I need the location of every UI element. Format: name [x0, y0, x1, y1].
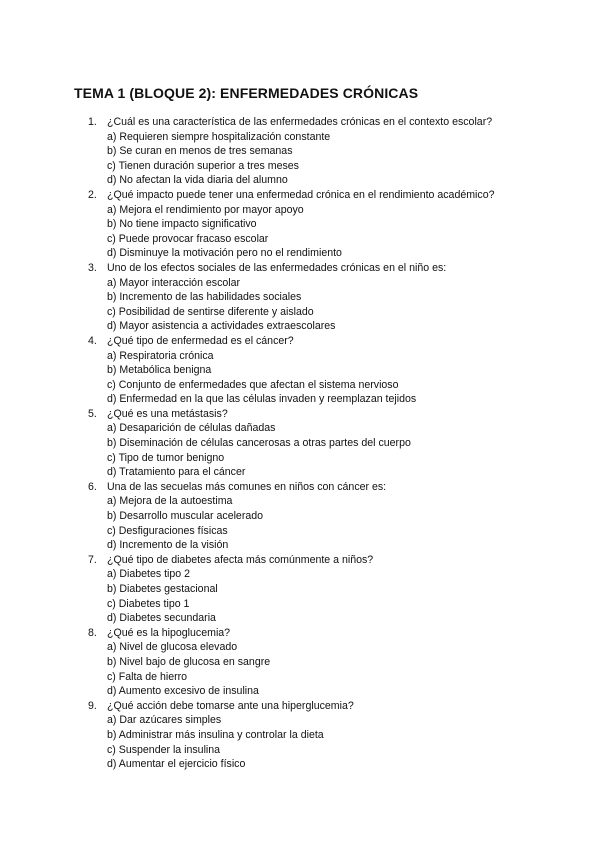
option-list [0, 494, 600, 552]
question-text: ¿Qué es la hipoglucemia? [107, 626, 231, 639]
option-d: d) No afectan la vida diaria del alumno [107, 174, 288, 187]
question-item [0, 553, 600, 626]
question-number: 4. [88, 334, 97, 347]
option-list [0, 640, 600, 698]
option-a: a) Mayor interacción escolar [107, 276, 241, 289]
option-b: b) Desarrollo muscular acelerado [107, 510, 264, 523]
option-list [0, 567, 600, 625]
question-text: Uno de los efectos sociales de las enfermedades crónicas en el niño es: [107, 261, 447, 274]
question-number: 5. [88, 407, 97, 420]
page-title: TEMA 1 (BLOQUE 2): ENFERMEDADES CRÓNICAS [74, 85, 419, 101]
option-list [0, 349, 600, 407]
option-c: c) Desfiguraciones físicas [107, 524, 228, 537]
question-item [0, 407, 600, 480]
question-number: 3. [88, 261, 97, 274]
option-d: d) Incremento de la visión [107, 539, 229, 552]
question-number: 1. [88, 116, 97, 128]
question-number: 6. [88, 480, 97, 493]
option-list [0, 421, 600, 479]
option-list [0, 713, 600, 771]
option-list [0, 203, 600, 261]
question-text: ¿Qué tipo de diabetes afecta más comúnmente a niños? [107, 553, 374, 566]
option-a: a) Dar azúcares simples [107, 714, 222, 727]
option-c: c) Diabetes tipo 1 [107, 597, 190, 610]
option-c: c) Tienen duración superior a tres meses [107, 159, 299, 172]
question-number: 8. [88, 626, 97, 639]
question-text: ¿Qué impacto puede tener una enfermedad crónica en el rendimiento académico? [107, 188, 495, 201]
question-item [0, 261, 600, 334]
option-c: c) Posibilidad de sentirse diferente y aislado [107, 305, 314, 318]
option-d: d) Disminuye la motivación pero no el rendimiento [107, 247, 342, 260]
option-b: b) Diseminación de células cancerosas a otras partes del cuerpo [107, 437, 411, 450]
question-text: ¿Cuál es una característica de las enfermedades crónicas en el contexto escolar? [107, 116, 493, 128]
option-b: b) Diabetes gestacional [107, 583, 218, 595]
option-c: c) Suspender la insulina [107, 743, 221, 756]
option-a: a) Respiratoria crónica [107, 349, 214, 362]
option-d: d) Tratamiento para el cáncer [107, 466, 246, 479]
question-text: Una de las secuelas más comunes en niños con cáncer es: [107, 480, 387, 493]
option-b: b) Se curan en menos de tres semanas [107, 145, 293, 158]
question-item [0, 626, 600, 699]
question-item [0, 334, 600, 407]
question-text: ¿Qué acción debe tomarse ante una hiperglucemia? [107, 699, 354, 712]
option-list [0, 130, 600, 188]
question-text: ¿Qué es una metástasis? [107, 407, 228, 420]
option-b: b) Incremento de las habilidades sociales [107, 291, 302, 304]
option-c: c) Tipo de tumor benigno [107, 451, 225, 464]
question-item [0, 699, 600, 772]
question-item [0, 480, 600, 553]
question-number: 9. [88, 699, 97, 712]
option-c: c) Falta de hierro [107, 670, 188, 683]
option-a: a) Mejora de la autoestima [107, 495, 233, 508]
question-list [0, 115, 600, 772]
option-d: d) Mayor asistencia a actividades extraescolares [107, 320, 336, 333]
option-a: a) Mejora el rendimiento por mayor apoyo [107, 203, 304, 216]
option-a: a) Requieren siempre hospitalización constante [107, 130, 331, 143]
option-b: b) Metabólica benigna [107, 364, 212, 377]
option-a: a) Desaparición de células dañadas [107, 422, 276, 435]
option-b: b) Administrar más insulina y controlar la dieta [107, 728, 324, 741]
question-text: ¿Qué tipo de enfermedad es el cáncer? [107, 334, 294, 347]
option-list [0, 276, 600, 334]
question-number: 2. [88, 188, 97, 201]
option-b: b) No tiene impacto significativo [107, 218, 257, 231]
question-item [0, 115, 600, 188]
option-c: c) Puede provocar fracaso escolar [107, 232, 269, 245]
option-c: c) Conjunto de enfermedades que afectan el sistema nervioso [107, 378, 399, 391]
option-b: b) Nivel bajo de glucosa en sangre [107, 655, 271, 668]
question-item [0, 188, 600, 261]
option-d: d) Diabetes secundaria [107, 612, 216, 625]
option-d: d) Enfermedad en la que las células invaden y reemplazan tejidos [107, 393, 417, 406]
option-a: a) Diabetes tipo 2 [107, 568, 191, 581]
option-a: a) Nivel de glucosa elevado [107, 641, 238, 654]
option-d: d) Aumentar el ejercicio físico [107, 758, 246, 771]
option-d: d) Aumento excesivo de insulina [107, 685, 259, 698]
question-number: 7. [88, 553, 97, 566]
